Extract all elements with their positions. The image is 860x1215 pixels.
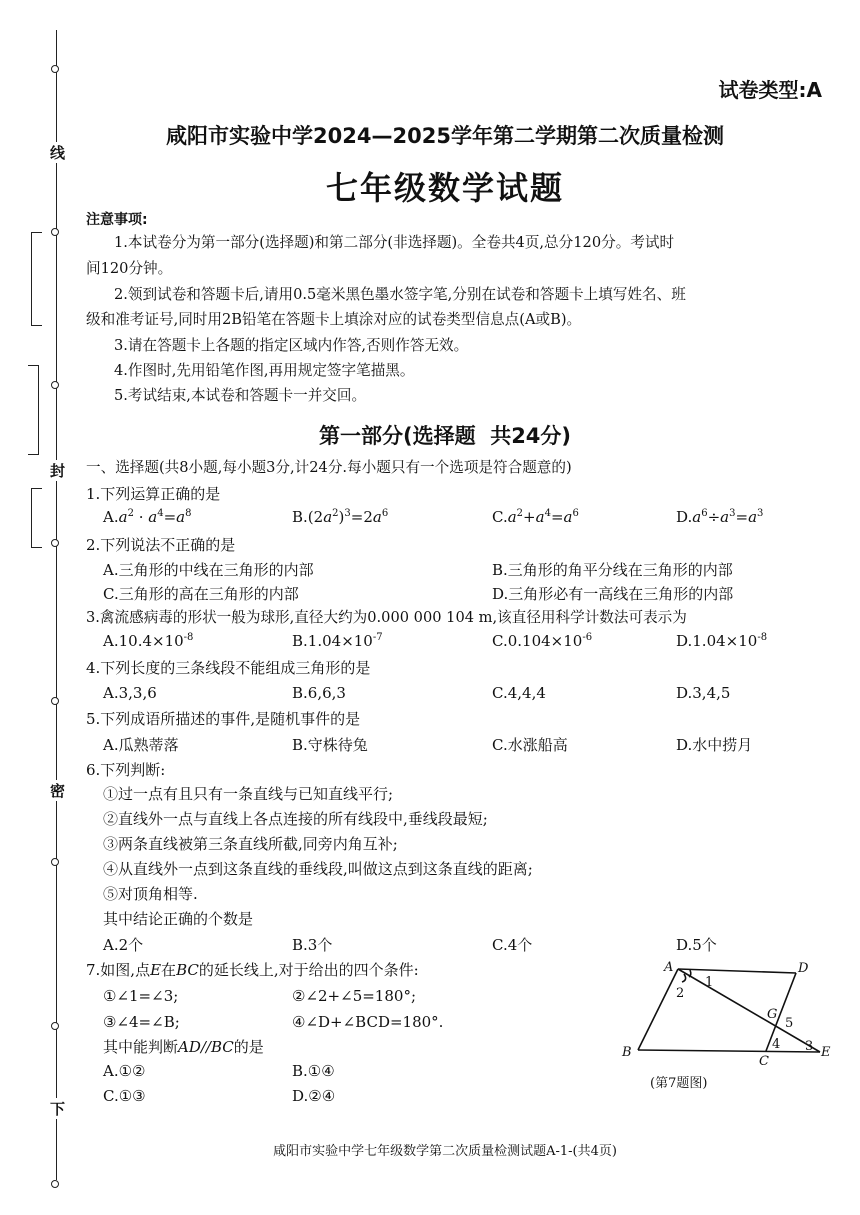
label-angle-4: 4 — [772, 1037, 781, 1052]
q7-option-c: C.①③ — [103, 1087, 146, 1105]
q6-statement: ①过一点有且只有一条直线与已知直线平行; — [103, 785, 394, 803]
q2-option-a: A.三角形的中线在三角形的内部 — [103, 561, 314, 579]
q4-option-b: B.6,6,3 — [292, 684, 346, 702]
notice-item: 3.请在答题卡上各题的指定区域内作答,否则作答无效。 — [114, 337, 469, 354]
binding-char-secret: 密 — [50, 782, 66, 800]
q7-option-a: A.①② — [103, 1062, 146, 1080]
question-2-stem: 2.下列说法不正确的是 — [86, 536, 236, 554]
binding-char-line: 线 — [50, 144, 66, 162]
binding-char-below: 下 — [50, 1100, 66, 1118]
q5-option-d: D.水中捞月 — [676, 736, 753, 754]
q1-option-b: $B.(2a^2)^3=2a^6$ — [292, 508, 389, 526]
binding-hole — [51, 1180, 59, 1188]
notice-item: 4.作图时,先用铅笔作图,再用规定签字笔描黑。 — [114, 362, 415, 379]
question-5-stem: 5.下列成语所描述的事件,是随机事件的是 — [86, 710, 361, 728]
q3-option-a: $A.10.4\times 10^{-8}$ — [103, 632, 194, 650]
angle-2-arc — [682, 974, 686, 982]
binding-hole — [51, 1022, 59, 1030]
q6-option-d: D.5个 — [676, 936, 717, 954]
notice-item: 5.考试结束,本试卷和答题卡一并交回。 — [114, 387, 367, 404]
q6-statement: ⑤对顶角相等. — [103, 885, 198, 903]
q6-option-b: B.3个 — [292, 936, 333, 954]
q7-condition: ③∠4=∠B; — [103, 1013, 180, 1031]
q1-option-a: $A.a^2 \cdot a^4=a^8$ — [103, 508, 192, 526]
label-angle-5: 5 — [785, 1016, 794, 1031]
notice-item: 级和准考证号,同时用2B铅笔在答题卡上填涂对应的试卷类型信息点(A或B)。 — [86, 311, 582, 328]
page-footer: 咸阳市实验中学七年级数学第二次质量检测试题A-1-(共4页) — [273, 1144, 617, 1159]
q6-statement: ③两条直线被第三条直线所截,同旁内角互补; — [103, 835, 398, 853]
notice-item: 2.领到试卷和答题卡后,请用0.5毫米黑色墨水签字笔,分别在试卷和答题卡上填写姓名、班 — [114, 286, 686, 303]
segment-BE — [638, 1050, 820, 1052]
q6-option-a: A.2个 — [103, 936, 144, 954]
school-title: 咸阳市实验中学2024—2025学年第二学期第二次质量检测 — [166, 124, 724, 148]
binding-bracket — [31, 488, 42, 548]
binding-hole — [51, 228, 59, 236]
binding-hole — [51, 381, 59, 389]
question-7-stem: 7.如图,点E在BC的延长线上,对于给出的四个条件: — [86, 961, 419, 979]
paper-type: 试卷类型:A — [718, 78, 822, 102]
label-A: A — [664, 960, 674, 975]
label-E: E — [821, 1045, 831, 1060]
q1-option-c: $C.a^2+a^4=a^6$ — [492, 508, 579, 526]
notice-item: 间120分钟。 — [86, 260, 173, 277]
q5-option-a: A.瓜熟蒂落 — [103, 736, 179, 754]
label-angle-1: 1 — [705, 975, 714, 990]
q5-option-c: C.水涨船高 — [492, 736, 568, 754]
label-angle-3: 3 — [805, 1039, 814, 1054]
q1-option-d: $D.a^6\div a^3=a^3$ — [676, 508, 764, 526]
q7-ask: 其中能判断AD//BC的是 — [103, 1038, 264, 1056]
q7-figure-caption: (第7题图) — [650, 1076, 708, 1091]
binding-hole — [51, 697, 59, 705]
q4-option-c: C.4,4,4 — [492, 684, 546, 702]
question-3-stem: 3.禽流感病毒的形状一般为球形,直径大约为0.000 000 104 m,该直径用科学计数法可表示为 — [86, 609, 687, 626]
question-1-stem: 1.下列运算正确的是 — [86, 485, 221, 503]
binding-bracket — [31, 232, 42, 326]
q2-option-b: B.三角形的角平分线在三角形的内部 — [492, 561, 733, 579]
binding-char-seal: 封 — [50, 462, 66, 480]
q4-option-a: A.3,3,6 — [103, 684, 157, 702]
label-D: D — [798, 961, 809, 976]
q6-option-c: C.4个 — [492, 936, 533, 954]
notice-heading: 注意事项: — [86, 212, 148, 228]
q7-figure — [612, 955, 832, 1090]
q7-option-b: B.①④ — [292, 1062, 335, 1080]
segment-AE — [678, 969, 820, 1052]
binding-hole — [51, 65, 59, 73]
main-title: 七年级数学试题 — [325, 169, 564, 207]
label-B: B — [622, 1045, 632, 1060]
q4-option-d: D.3,4,5 — [676, 684, 731, 702]
segment-AD — [678, 969, 796, 973]
q7-condition: ②∠2+∠5=180°; — [292, 987, 416, 1005]
segment-AB — [638, 969, 678, 1050]
q3-option-c: $C.0.104\times 10^{-6}$ — [492, 632, 593, 650]
notice-item: 1.本试卷分为第一部分(选择题)和第二部分(非选择题)。全卷共4页,总分120分。考试时 — [114, 234, 675, 251]
q2-option-c: C.三角形的高在三角形的内部 — [103, 585, 299, 603]
q6-statement: ④从直线外一点到这条直线的垂线段,叫做这点到这条直线的距离; — [103, 860, 533, 878]
angle-1-arc — [689, 970, 691, 977]
q7-condition: ④∠D+∠BCD=180°. — [292, 1013, 444, 1031]
q3-option-d: $D.1.04\times 10^{-8}$ — [676, 632, 768, 650]
q2-option-d: D.三角形必有一高线在三角形的内部 — [492, 585, 734, 603]
question-4-stem: 4.下列长度的三条线段不能组成三角形的是 — [86, 659, 371, 677]
question-6-stem: 6.下列判断: — [86, 761, 166, 779]
part1-title: 第一部分(选择题 共24分) — [318, 424, 572, 448]
label-G: G — [767, 1007, 778, 1022]
q6-ask: 其中结论正确的个数是 — [103, 910, 254, 928]
q7-condition: ①∠1=∠3; — [103, 987, 179, 1005]
section-heading: 一、选择题(共8小题,每小题3分,计24分.每小题只有一个选项是符合题意的) — [86, 459, 572, 476]
q5-option-b: B.守株待兔 — [292, 736, 368, 754]
binding-hole — [51, 539, 59, 547]
q6-statement: ②直线外一点与直线上各点连接的所有线段中,垂线段最短; — [103, 810, 488, 828]
q7-option-d: D.②④ — [292, 1087, 336, 1105]
label-C: C — [759, 1054, 769, 1069]
binding-hole — [51, 858, 59, 866]
q3-option-b: $B.1.04\times 10^{-7}$ — [292, 632, 383, 650]
label-angle-2: 2 — [676, 986, 685, 1001]
